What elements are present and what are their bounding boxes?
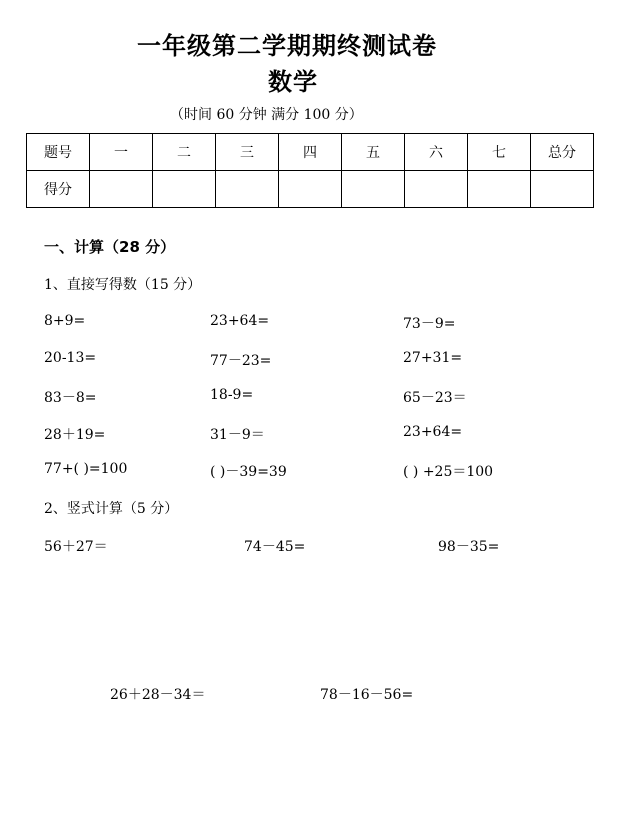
problem: 73－9= bbox=[403, 316, 456, 332]
score-table-header-row bbox=[27, 134, 594, 171]
score-cell[interactable] bbox=[468, 171, 531, 208]
problem: 23+64= bbox=[403, 424, 463, 440]
problem: 20-13= bbox=[44, 350, 97, 366]
score-table-score-row bbox=[27, 171, 594, 208]
vertical-problem: 56＋27＝ bbox=[44, 539, 108, 555]
vertical-problem: 78－16－56= bbox=[320, 687, 414, 703]
part1-title: 1、直接写得数（15 分） bbox=[44, 277, 202, 293]
problem: 77+( )=100 bbox=[44, 461, 128, 477]
score-header-cell: 总分 bbox=[531, 134, 594, 171]
exam-title: 一年级第二学期期终测试卷 bbox=[137, 32, 437, 60]
problem: 28＋19= bbox=[44, 427, 106, 443]
problem: 8+9= bbox=[44, 313, 86, 329]
score-header-cell: 二 bbox=[153, 134, 216, 171]
part2-title: 2、竖式计算（5 分） bbox=[44, 501, 179, 517]
score-header-cell: 五 bbox=[342, 134, 405, 171]
score-header-cell: 六 bbox=[405, 134, 468, 171]
vertical-problem: 26＋28－34＝ bbox=[110, 687, 206, 703]
score-header-cell: 四 bbox=[279, 134, 342, 171]
problem: 18-9= bbox=[210, 387, 254, 403]
problem: ( ) +25＝100 bbox=[403, 464, 494, 480]
problem: 83－8= bbox=[44, 390, 97, 406]
score-table bbox=[26, 133, 594, 208]
problem: 65－23＝ bbox=[403, 390, 467, 406]
vertical-problem: 98－35= bbox=[438, 539, 500, 555]
vertical-problem: 74－45= bbox=[244, 539, 306, 555]
score-cell[interactable] bbox=[279, 171, 342, 208]
score-cell[interactable] bbox=[531, 171, 594, 208]
section-heading: 一、计算（28 分） bbox=[44, 238, 176, 256]
score-header-cell: 一 bbox=[90, 134, 153, 171]
subject-title: 数学 bbox=[268, 68, 318, 96]
score-cell[interactable] bbox=[216, 171, 279, 208]
score-row-label: 得分 bbox=[27, 171, 90, 208]
score-cell[interactable] bbox=[405, 171, 468, 208]
score-cell[interactable] bbox=[90, 171, 153, 208]
problem: 23+64= bbox=[210, 313, 270, 329]
problem: 31－9＝ bbox=[210, 427, 265, 443]
problem: 77－23= bbox=[210, 353, 272, 369]
exam-subtitle: （时间 60 分钟 满分 100 分） bbox=[170, 107, 363, 123]
score-header-cell: 题号 bbox=[27, 134, 90, 171]
problem: ( )－39=39 bbox=[210, 464, 287, 480]
score-header-cell: 三 bbox=[216, 134, 279, 171]
score-cell[interactable] bbox=[153, 171, 216, 208]
score-cell[interactable] bbox=[342, 171, 405, 208]
score-header-cell: 七 bbox=[468, 134, 531, 171]
problem: 27+31= bbox=[403, 350, 463, 366]
